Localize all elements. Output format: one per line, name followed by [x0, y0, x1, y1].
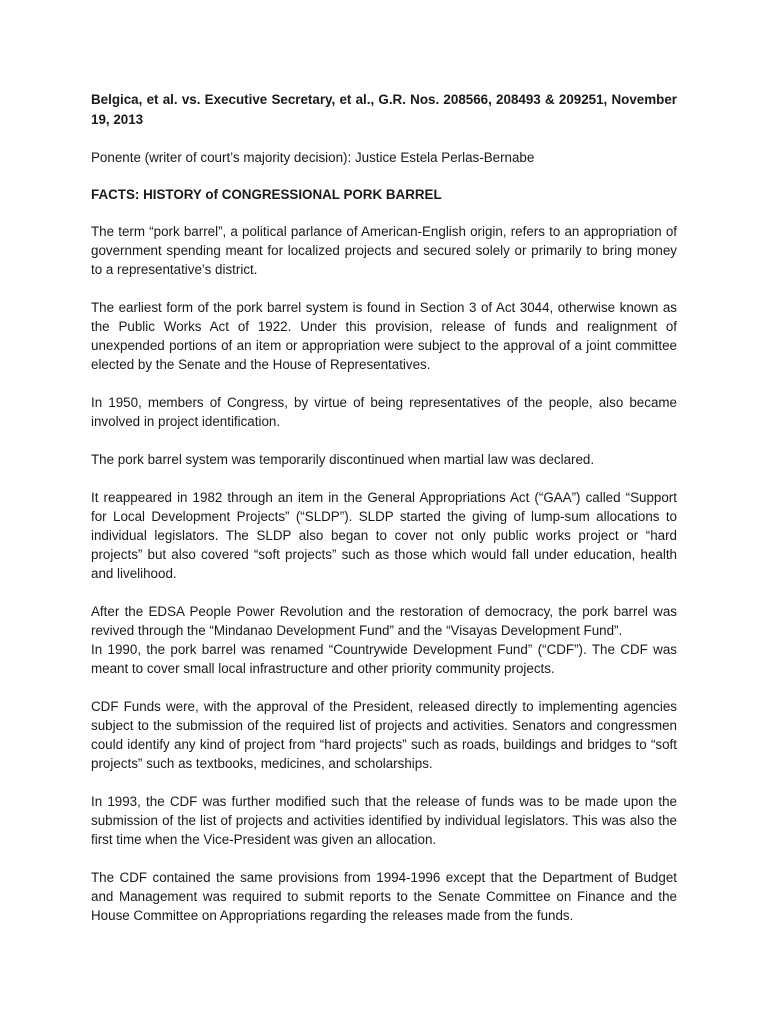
paragraph-act-3044: The earliest form of the pork barrel system is found in Section 3 of Act 3044, otherwise known as the Public Works Act of 1922. Under this provision, release of funds and realignment of unexpended portions of an item or appropriation were subject to the approval of a joint committee elected by the Senate and the House of Representatives.	[91, 300, 677, 372]
paragraph-1993: In 1993, the CDF was further modified such that the release of funds was to be made upon the submission of the list of projects and activities identified by individual legislators. This was also the first time when the Vice-President was given an allocation.	[91, 794, 677, 847]
section-heading: FACTS: HISTORY of CONGRESSIONAL PORK BARREL	[91, 187, 442, 202]
paragraph-1994-1996: The CDF contained the same provisions from 1994-1996 except that the Department of Budget and Management was required to submit reports to the Senate Committee on Finance and the House Committee on Appropriations regarding the releases made from the funds.	[91, 870, 677, 923]
paragraph-pork-barrel-definition: The term “pork barrel”, a political parlance of American-English origin, refers to an appropriation of government spending meant for localized projects and secured solely or primarily to bring money to a representative’s district.	[91, 224, 677, 277]
paragraph-1982-sldp: It reappeared in 1982 through an item in the General Appropriations Act (“GAA”) called “Support for Local Development Projects” (“SLDP”). SLDP started the giving of lump-sum allocations to individual legislators. The SLDP also began to cover not only public works project or “hard projects” but also covered “soft projects” such as those which would fall under education, health and livelihood.	[91, 490, 677, 581]
paragraph-martial-law: The pork barrel system was temporarily discontinued when martial law was declared.	[91, 452, 595, 467]
paragraph-1990-cdf: In 1990, the pork barrel was renamed “Countrywide Development Fund” (“CDF”). The CDF was meant to cover small local infrastructure and other priority community projects.	[91, 642, 677, 676]
paragraph-cdf-funds: CDF Funds were, with the approval of the President, released directly to implementing agencies subject to the submission of the required list of projects and activities. Senators and congressmen could identify any kind of project from “hard projects” such as roads, buildings and bridges to “soft projects” such as textbooks, medicines, and scholarships.	[91, 699, 677, 771]
ponente-line: Ponente (writer of court’s majority decision): Justice Estela Perlas-Bernabe	[91, 150, 535, 165]
paragraph-1950: In 1950, members of Congress, by virtue of being representatives of the people, also became involved in project identification.	[91, 395, 677, 429]
paragraph-edsa: After the EDSA People Power Revolution and the restoration of democracy, the pork barrel was revived through the “Mindanao Development Fund” and the “Visayas Development Fund”.	[91, 604, 677, 638]
case-title: Belgica, et al. vs. Executive Secretary, et al., G.R. Nos. 208566, 208493 & 209251, November 19, 2013	[91, 92, 677, 127]
